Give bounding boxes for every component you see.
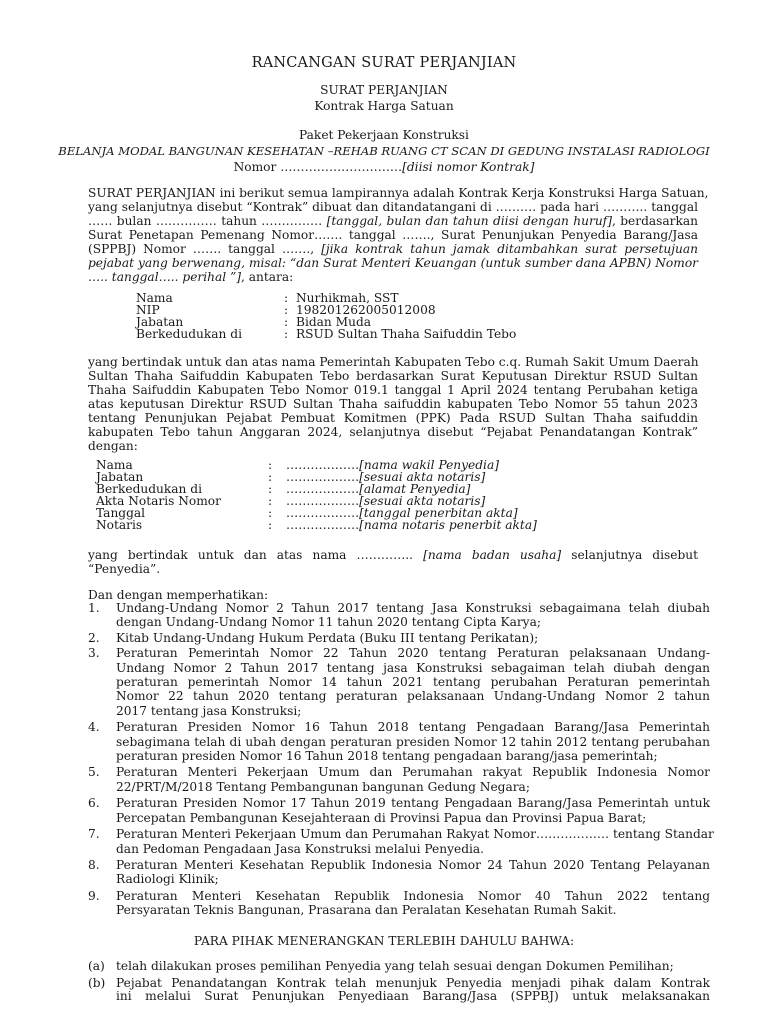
- list-item: 4. Peraturan Presiden Nomor 16 Tahun 2018 tentang Pengadaan Barang/Jasa Pemerintah sebagimana telah di ubah dengan peraturan presiden Nomor 12 tahin 2012 tentang perubahan peraturan presiden Nomor 16 Tahun 2018 tentang pengadaan barang/jasa pemerintah;: [88, 720, 710, 764]
- official-row: Jabatan : Bidan Muda: [136, 315, 372, 329]
- provider-row: Akta Notaris Nomor : ……………… [sesuai akta notaris]: [96, 494, 486, 508]
- provider-row: Tanggal : ……………… [tanggal penerbitan akta]: [96, 506, 518, 520]
- document-title: RANCANGAN SURAT PERJANJIAN: [251, 55, 517, 71]
- agreement-heading: SURAT PERJANJIAN: [320, 83, 448, 97]
- contract-number: Nomor …………………………[diisi nomor Kontrak]: [233, 160, 535, 174]
- list-item: 8. Peraturan Menteri Kesehatan Republik Indonesia Nomor 24 Tahun 2020 Tentang Pelayanan Radiologi Klinik;: [88, 857, 710, 887]
- official-identity: [136, 292, 516, 340]
- list-item: 7. Peraturan Menteri Pekerjaan Umum dan Perumahan Rakyat Nomor……………… tentang Standar dan Pedoman Pengadaan Jasa Konstruksi melalui Penyedia.: [88, 827, 714, 856]
- provider-row: Notaris : ……………… [nama notaris penerbit akta]: [96, 518, 537, 532]
- provider-row: Nama : ……………… [nama wakil Penyedia]: [96, 458, 499, 472]
- provider-row: Berkedudukan di : ……………… [alamat Penyedia]: [96, 482, 471, 496]
- official-row: Nama : Nurhikmah, SST: [136, 291, 399, 305]
- official-row: Berkedudukan di : RSUD Sultan Thaha Saifuddin Tebo: [136, 327, 517, 341]
- package-name: BELANJA MODAL BANGUNAN KESEHATAN –REHAB RUANG CT SCAN DI GEDUNG INSTALASI RADIOLOGI: [58, 144, 710, 158]
- list-item: (b) Pejabat Penandatangan Kontrak telah menunjuk Penyedia menjadi pihak dalam Kontrak ini melalui Surat Penunjukan Penyediaan Barang/Jasa (SPPBJ) untuk melaksanakan: [88, 975, 710, 1004]
- provider-identity: [96, 459, 537, 531]
- considering-heading: Dan dengan memperhatikan:: [88, 588, 269, 602]
- list-item: 5. Peraturan Menteri Pekerjaan Umum dan Perumahan rakyat Republik Indonesia Nomor 22/PRT/M/2018 Tentang Pembangunan bangunan Gedung Negara;: [88, 765, 710, 794]
- list-item: (a) telah dilakukan proses pemilihan Penyedia yang telah sesuai dengan Dokumen Pemilihan;: [88, 959, 674, 973]
- official-row: NIP : 198201262005012008: [136, 303, 436, 317]
- package-label: Paket Pekerjaan Konstruksi: [299, 128, 469, 142]
- provider-acting-paragraph: yang bertindak untuk dan atas nama ………….. [nama badan usaha] selanjutnya disebut “Penyedia”.: [88, 548, 698, 576]
- list-item: 9. Peraturan Menteri Kesehatan Republik Indonesia Nomor 40 Tahun 2022 tentang Persyaratan Teknis Bangunan, Prasarana dan Peralatan Kesehatan Rumah Sakit.: [88, 888, 710, 918]
- list-item: 2. Kitab Undang-Undang Hukum Perdata (Buku III tentang Perikatan);: [88, 630, 539, 645]
- parties-list: [88, 960, 710, 1004]
- list-item: 1. Undang-Undang Nomor 2 Tahun 2017 tentang Jasa Konstruksi sebagaimana telah diubah dengan Undang-Undang Nomor 11 tahun 2020 tentang Cipta Karya;: [88, 601, 710, 630]
- list-item: 6. Peraturan Presiden Nomor 17 Tahun 2019 tentang Pengadaan Barang/Jasa Pemerintah untuk Percepatan Pembangunan Kesejahteraan di Provinsi Papua dan Provinsi Papua Barat;: [88, 796, 710, 825]
- considering-list: [88, 601, 714, 918]
- acting-paragraph: yang bertindak untuk dan atas nama Pemerintah Kabupaten Tebo c.q. Rumah Sakit Umum Daerah Sultan Thaha Saifuddin Kabupaten Tebo berdasarkan Surat Keputusan Direktur RSUD Sultan Thaha Saifuddin Kabupaten Tebo Nomor 019.1 tanggal 1 April 2024 tentang Perubahan ketiga atas keputusan Direktur RSUD Sultan Thaha saifuddin kabupaten Tebo Nomor 55 tahun 2023 tentang Penunjukan Pejabat Pembuat Komitmen (PPK) Pada RSUD Sultan Thaha saifuddin kabupaten Tebo tahun Anggaran 2024, selanjutnya disebut “Pejabat Penandatangan Kontrak” dengan:: [88, 355, 699, 453]
- provider-row: Jabatan : ……………… [sesuai akta notaris]: [96, 470, 486, 484]
- parties-heading: PARA PIHAK MENERANGKAN TERLEBIH DAHULU BAHWA:: [193, 934, 575, 948]
- list-item: 3. Peraturan Pemerintah Nomor 22 Tahun 2020 tentang Peraturan pelaksanaan Undang- Undang Nomor 2 Tahun 2017 tentang jasa Konstruksi sebagaiman telah diubah dengan peraturan pemerintah Nomor 14 tahun 2021 tentang perubahan Peraturan pemerintah Nomor 22 tahun 2020 tentang peraturan pelaksanaan Undang-Undang Nomor 2 tahun 2017 tentang jasa Konstruksi;: [88, 646, 710, 718]
- intro-paragraph: SURAT PERJANJIAN ini berikut semua lampirannya adalah Kontrak Kerja Konstruksi Harga Satuan, yang selanjutnya disebut “Kontrak” dibuat dan ditandatangani di ………. pada hari ……….. tanggal …… bulan …………… tahun …………… [tanggal, bulan dan tahun diisi dengan huruf], berdasarkan Surat Penetapan Pemenang Nomor……. tanggal ……., Surat Penunjukan Penyedia Barang/Jasa (SPPBJ) Nomor ……. tanggal ……., [jika kontrak tahun jamak ditambahkan surat persetujuan pejabat yang berwenang, misal: “dan Surat Menteri Keuangan (untuk sumber dana APBN) Nomor ….. tanggal….. perihal ”], antara:: [88, 186, 709, 284]
- contract-type: Kontrak Harga Satuan: [314, 99, 454, 113]
